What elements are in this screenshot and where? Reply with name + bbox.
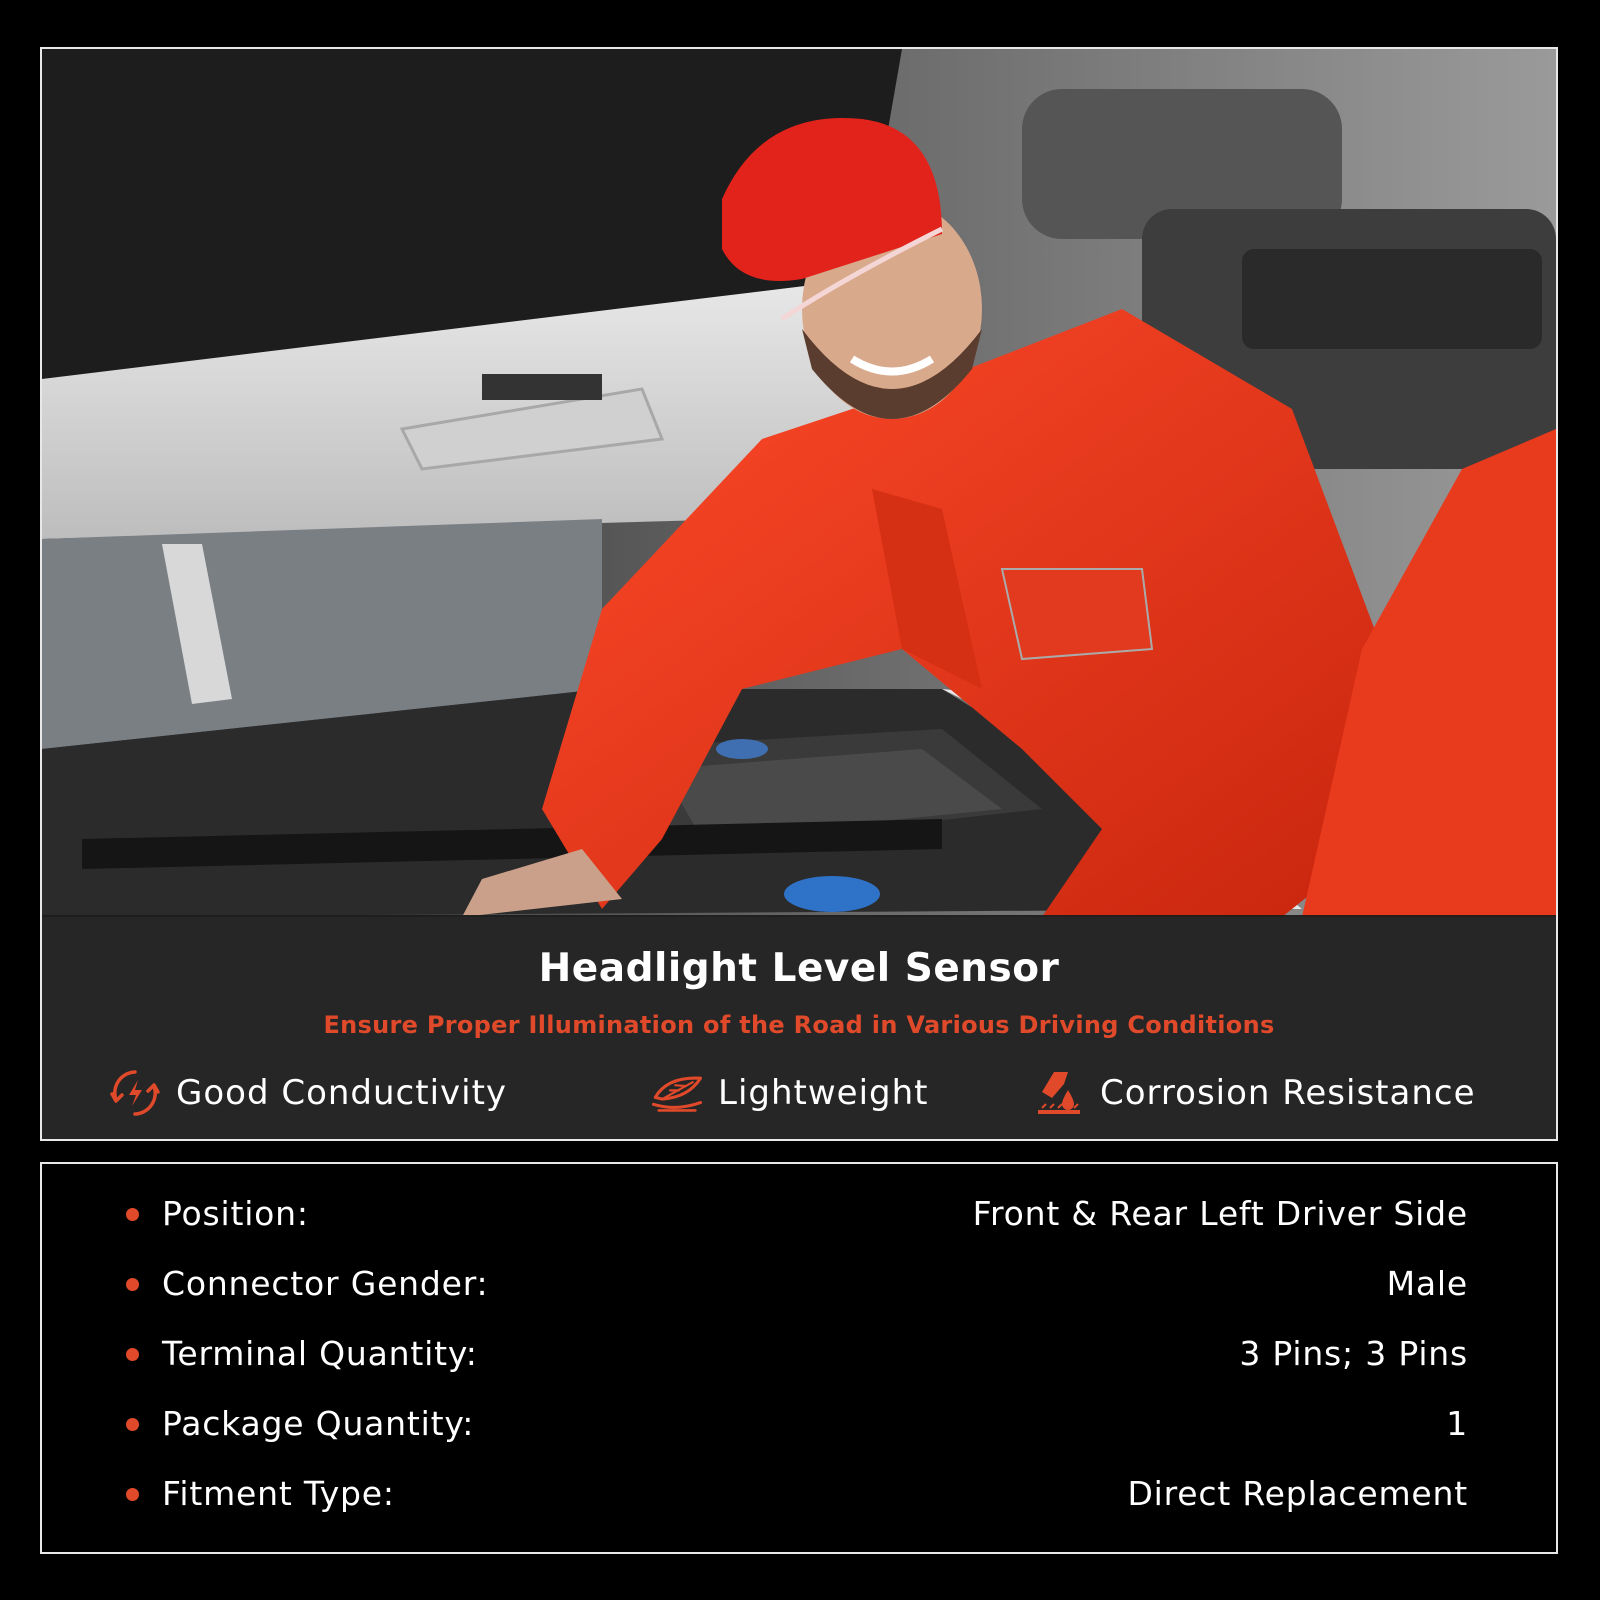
product-subtitle: Ensure Proper Illumination of the Road in Various Driving Conditions (323, 1011, 1275, 1039)
spec-key: Connector Gender: (162, 1264, 489, 1303)
spec-value: 1 (1446, 1404, 1468, 1443)
bullet-dot (126, 1278, 139, 1291)
spec-value: Direct Replacement (1127, 1474, 1468, 1513)
spec-row-package-quantity (42, 1396, 1556, 1456)
bullet-dot (126, 1418, 139, 1431)
bullet-dot (126, 1488, 139, 1501)
spec-panel (40, 1162, 1558, 1554)
feature-good-conductivity (108, 1063, 507, 1123)
feather-icon (650, 1066, 704, 1120)
conductivity-icon (108, 1066, 162, 1120)
spec-key: Fitment Type: (162, 1474, 395, 1513)
spec-key: Terminal Quantity: (162, 1334, 478, 1373)
spec-value: Front & Rear Left Driver Side (972, 1194, 1468, 1233)
feature-corrosion-resistance (1032, 1063, 1476, 1123)
corrosion-drop-icon (1032, 1066, 1086, 1120)
caption-band (42, 915, 1556, 1141)
feature-label: Corrosion Resistance (1100, 1073, 1476, 1113)
hero-panel (40, 47, 1558, 1141)
spec-key: Package Quantity: (162, 1404, 475, 1443)
spec-value: 3 Pins; 3 Pins (1239, 1334, 1468, 1373)
spec-row-fitment-type (42, 1466, 1556, 1526)
spec-row-position (42, 1186, 1556, 1246)
spec-row-terminal-quantity (42, 1326, 1556, 1386)
feature-lightweight (650, 1063, 928, 1123)
product-title: Headlight Level Sensor (538, 946, 1060, 991)
bullet-dot (126, 1208, 139, 1221)
feature-label: Lightweight (718, 1073, 929, 1113)
spec-value: Male (1386, 1264, 1468, 1303)
spec-row-connector-gender (42, 1256, 1556, 1316)
feature-label: Good Conductivity (176, 1073, 508, 1113)
mechanic-photo (42, 49, 1556, 917)
spec-key: Position: (162, 1194, 309, 1233)
bullet-dot (126, 1348, 139, 1361)
